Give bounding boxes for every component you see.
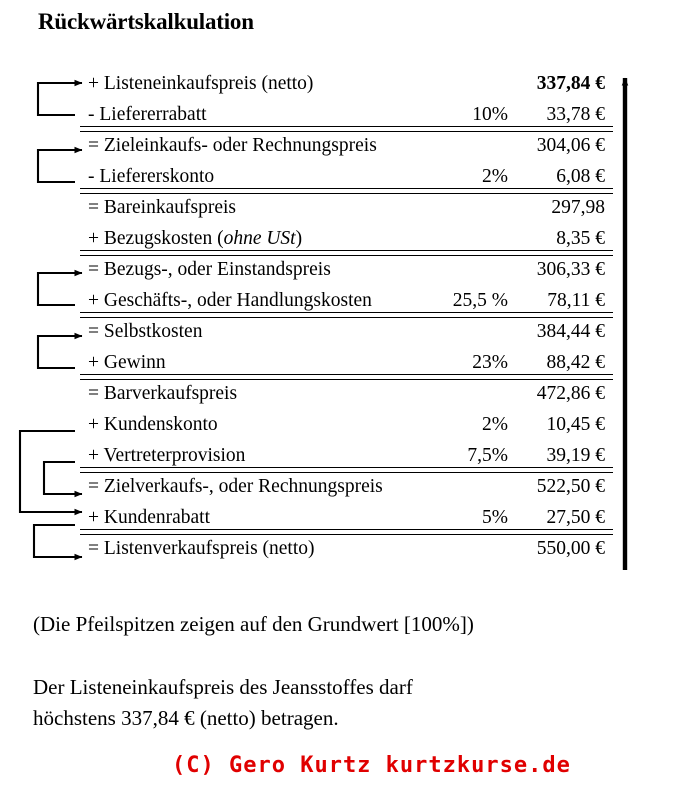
calc-row-amount: 39,19 € <box>546 444 605 466</box>
calc-row <box>68 502 613 533</box>
calc-row-percent: 7,5% <box>467 444 508 466</box>
calc-row-percent: 25,5 % <box>452 289 508 311</box>
note-conclusion-line2: höchstens 337,84 € (netto) betragen. <box>33 706 339 730</box>
calc-row-percent: 23% <box>472 351 508 373</box>
calc-row-percent: 5% <box>482 506 508 528</box>
calc-row-amount: 522,50 € <box>536 475 605 497</box>
calc-row-amount: 337,84 € <box>536 72 605 94</box>
page-title: Rückwärtskalkulation <box>38 9 254 34</box>
calc-row <box>68 223 613 254</box>
calc-row-label: = Bareinkaufspreis <box>88 196 236 218</box>
calc-row <box>68 130 613 161</box>
calc-row-amount: 33,78 € <box>546 103 605 125</box>
calc-row-amount: 8,35 € <box>556 227 605 249</box>
calc-row-amount: 304,06 € <box>536 134 605 156</box>
calc-row-percent: 2% <box>482 413 508 435</box>
calc-row-label: + Gewinn <box>88 351 166 373</box>
calc-row <box>68 378 613 409</box>
calc-row-amount: 78,11 € <box>547 289 605 311</box>
calc-row-label: + Kundenrabatt <box>88 506 210 528</box>
calc-row <box>68 99 613 130</box>
note-arrow-tips: (Die Pfeilspitzen zeigen auf den Grundwert [100%]) <box>33 612 474 636</box>
calc-row <box>68 68 613 99</box>
calc-row-percent: 2% <box>482 165 508 187</box>
calc-row-percent: 10% <box>472 103 508 125</box>
calc-row-label: - Liefererrabatt <box>88 103 207 125</box>
calc-row <box>68 440 613 471</box>
calc-row <box>68 471 613 502</box>
calc-row-label: + Geschäfts-, oder Handlungskosten <box>88 289 372 311</box>
copyright-notice: (C) Gero Kurtz kurtzkurse.de <box>172 753 571 778</box>
calc-row <box>68 316 613 347</box>
calc-row-label: = Zieleinkaufs- oder Rechnungspreis <box>88 134 377 156</box>
calc-row-label: = Barverkaufspreis <box>88 382 238 404</box>
calculation-table <box>68 68 613 564</box>
calc-row <box>68 254 613 285</box>
calc-row-amount: 306,33 € <box>536 258 605 280</box>
calc-row-label: + Listeneinkaufspreis (netto) <box>88 72 314 94</box>
calc-row-label: + Vertreterprovision <box>88 444 246 466</box>
calc-row <box>68 409 613 440</box>
calc-row-amount: 472,86 € <box>536 382 605 404</box>
note-conclusion-line1: Der Listeneinkaufspreis des Jeansstoffes darf <box>33 675 413 699</box>
calc-row <box>68 192 613 223</box>
calc-row-label: = Bezugs-, oder Einstandspreis <box>88 258 331 280</box>
calc-row-label: + Kundenskonto <box>88 413 218 435</box>
calc-row-label: = Selbstkosten <box>88 320 203 342</box>
calc-row <box>68 285 613 316</box>
calc-row <box>68 533 613 564</box>
calc-row <box>68 347 613 378</box>
calc-row-amount: 88,42 € <box>546 351 605 373</box>
calc-row-amount: 27,50 € <box>546 506 605 528</box>
calc-row-label: - Liefererskonto <box>88 165 215 187</box>
calc-row <box>68 161 613 192</box>
calc-row-amount: 550,00 € <box>536 537 605 559</box>
calc-row-label: + Bezugskosten (ohne USt) <box>88 227 303 249</box>
calc-row-amount: 297,98 <box>551 196 605 218</box>
calc-row-label: = Zielverkaufs-, oder Rechnungspreis <box>88 475 383 497</box>
calc-row-label: = Listenverkaufspreis (netto) <box>88 537 315 559</box>
calc-row-amount: 384,44 € <box>536 320 605 342</box>
calc-row-amount: 10,45 € <box>546 413 605 435</box>
calc-row-amount: 6,08 € <box>556 165 605 187</box>
